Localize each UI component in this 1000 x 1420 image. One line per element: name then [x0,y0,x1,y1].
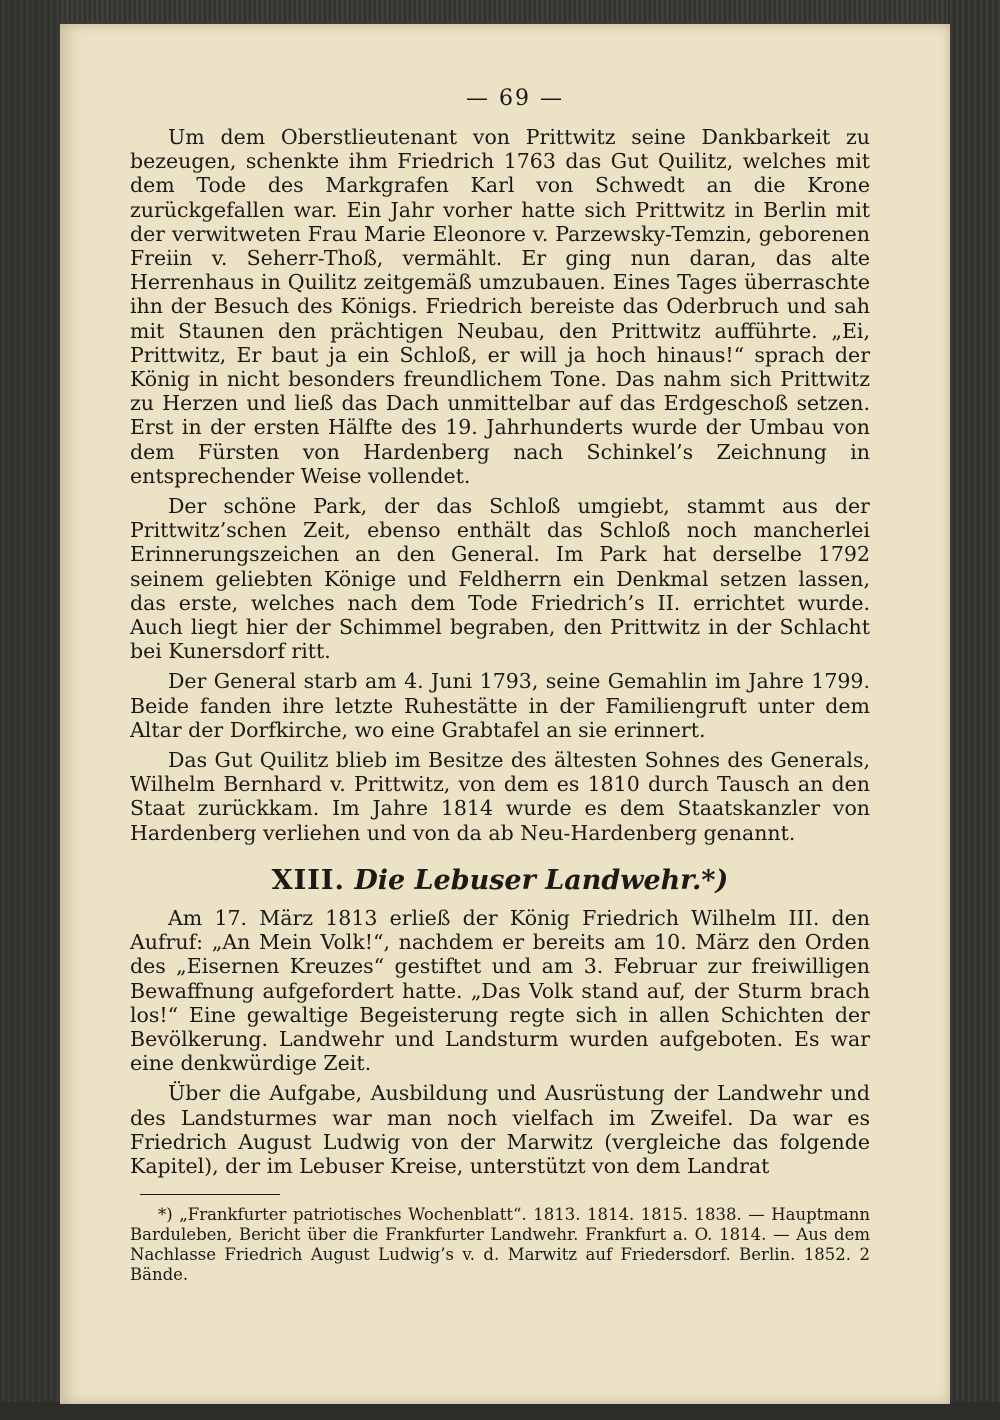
page-content [130,86,870,1285]
paragraph-3: Der General starb am 4. Juni 1793, seine Gemahlin im Jahre 1799. Beide fanden ihre letzte Ruhestätte in der Familiengruft unter dem Altar der Dorfkirche, wo eine Grabtafel an sie erinnert. [130,669,870,742]
book-board-right [948,0,1000,1420]
paragraph-2: Der schöne Park, der das Schloß umgiebt, stammt aus der Prittwitz’schen Zeit, ebenso enthält das Schloß noch mancherlei Erinnerungszeichen an den General. Im Park hat derselbe 1792 seinem geliebten Könige und Feldherrn ein Denkmal setzen lassen, das erste, welches nach dem Tode Friedrich’s II. errichtet wurde. Auch liegt hier der Schimmel begraben, den Prittwitz in der Schlacht bei Kunersdorf ritt. [130,494,870,664]
book-board-top [0,0,1000,22]
book-board-bottom [0,1402,1000,1420]
chapter-number: XIII. [271,864,345,896]
chapter-heading [130,865,870,896]
footnote: *) „Frankfurter patriotisches Wochenblatt“. 1813. 1814. 1815. 1838. — Hauptmann Barduleben, Bericht über die Frankfurter Landwehr. Frankfurt a. O. 1814. — Aus dem Nachlasse Friedrich August Ludwig’s v. d. Marwitz auf Friedersdorf. Berlin. 1852. 2 Bände. [130,1205,870,1285]
paragraph-6: Über die Aufgabe, Ausbildung und Ausrüstung der Landwehr und des Landsturmes war man noch vielfach im Zweifel. Da war es Friedrich August Ludwig von der Marwitz (vergleiche das folgende Kapitel), der im Lebuser Kreise, unterstützt von dem Landrat [130,1081,870,1178]
page-number: — 69 — [466,86,564,111]
book-page [60,24,950,1404]
paragraph-4: Das Gut Quilitz blieb im Besitze des ältesten Sohnes des Generals, Wilhelm Bernhard v. Prittwitz, von dem es 1810 durch Tausch an den Staat zurückkam. Im Jahre 1814 wurde es dem Staatskanzler von Hardenberg verliehen und von da ab Neu-Hardenberg genannt. [130,748,870,845]
paragraph-5: Am 17. März 1813 erließ der König Friedrich Wilhelm III. den Aufruf: „An Mein Volk!“, nachdem er bereits am 10. März den Orden des „Eisernen Kreuzes“ gestiftet und am 3. Februar zur freiwilligen Bewaffnung aufgefordert hatte. „Das Volk stand auf, der Sturm brach los!“ Eine gewaltige Begeisterung regte sich in allen Schichten der Bevölkerung. Landwehr und Landsturm wurden aufgeboten. Es war eine denkwürdige Zeit. [130,905,870,1076]
chapter-title: Die Lebuser Landwehr.*) [354,864,729,896]
footnote-divider [140,1194,280,1195]
paragraph-1: Um dem Oberstlieutenant von Prittwitz seine Dankbarkeit zu bezeugen, schenkte ihm Friedrich 1763 das Gut Quilitz, welches mit dem Tode des Markgrafen Karl von Schwedt an die Krone zurückgefallen war. Ein Jahr vorher hatte sich Prittwitz in Berlin mit der verwitweten Frau Marie Eleonore v. Parzewsky-Temzin, geborenen Freiin v. Seherr-Thoß, vermählt. Er ging nun daran, das alte Herrenhaus in Quilitz zeitgemäß umzubauen. Eines Tages überraschte ihn der Besuch des Königs. Friedrich bereiste das Oderbruch und sah mit Staunen den prächtigen Neubau, den Prittwitz aufführte. „Ei, Prittwitz, Er baut ja ein Schloß, er will ja hoch hinaus!“ sprach der König in nicht besonders freundlichem Tone. Das nahm sich Prittwitz zu Herzen und ließ das Dach unmittelbar auf das Erdgeschoß setzen. Erst in der ersten Hälfte des 19. Jahrhunderts wurde der Umbau von dem Fürsten von Hardenberg nach Schinkel’s Zeichnung in entsprechender Weise vollendet. [130,125,870,488]
book-board-left [0,0,58,1420]
